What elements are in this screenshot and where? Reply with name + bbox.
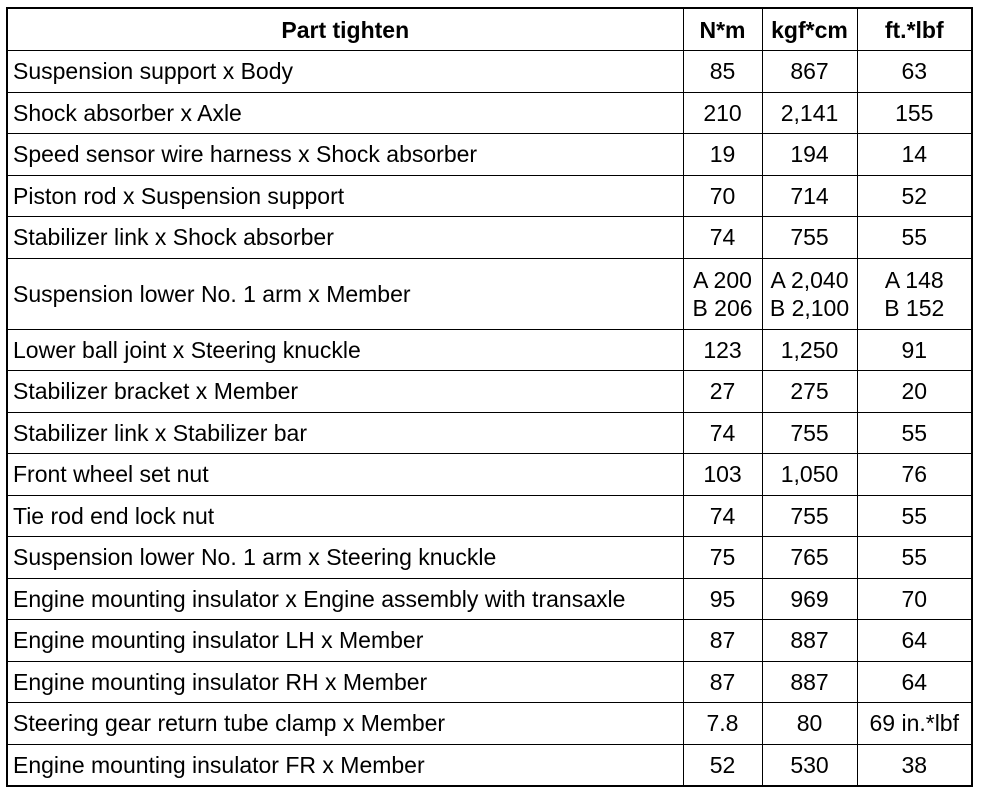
table-row (7, 217, 972, 259)
cell-nm: 52 (683, 744, 762, 786)
cell-kgf: 765 (762, 537, 857, 579)
table-row (7, 495, 972, 537)
cell-nm: 123 (683, 329, 762, 371)
cell-ft: 55 (857, 537, 972, 579)
cell-ft: 70 (857, 578, 972, 620)
cell-ft (857, 258, 972, 329)
cell-part: Piston rod x Suspension support (7, 175, 683, 217)
cell-part: Stabilizer link x Shock absorber (7, 217, 683, 259)
cell-kgf: 275 (762, 371, 857, 413)
cell-part: Engine mounting insulator x Engine assembly with transaxle (7, 578, 683, 620)
cell-ft: 20 (857, 371, 972, 413)
cell-nm: 103 (683, 454, 762, 496)
cell-kgf: 1,250 (762, 329, 857, 371)
cell-nm: 74 (683, 412, 762, 454)
cell-part: Steering gear return tube clamp x Member (7, 703, 683, 745)
cell-ft: 91 (857, 329, 972, 371)
cell-kgf-line: A 2,040 (770, 266, 849, 293)
table-row (7, 51, 972, 93)
cell-kgf (762, 258, 857, 329)
cell-nm: 87 (683, 620, 762, 662)
cell-nm: 70 (683, 175, 762, 217)
table-row (7, 620, 972, 662)
cell-kgf-line: B 2,100 (769, 294, 850, 321)
cell-kgf: 2,141 (762, 92, 857, 134)
cell-kgf: 867 (762, 51, 857, 93)
table-row (7, 371, 972, 413)
cell-ft: 14 (857, 134, 972, 176)
cell-part: Stabilizer bracket x Member (7, 371, 683, 413)
cell-part: Engine mounting insulator RH x Member (7, 661, 683, 703)
cell-part: Front wheel set nut (7, 454, 683, 496)
cell-ft: 55 (857, 495, 972, 537)
cell-ft: 64 (857, 661, 972, 703)
cell-part: Suspension lower No. 1 arm x Member (7, 258, 683, 329)
cell-kgf: 887 (762, 620, 857, 662)
cell-ft: 64 (857, 620, 972, 662)
cell-ft: 55 (857, 412, 972, 454)
cell-ft: 38 (857, 744, 972, 786)
cell-kgf: 755 (762, 495, 857, 537)
cell-ft: 63 (857, 51, 972, 93)
table-row (7, 92, 972, 134)
cell-nm: 95 (683, 578, 762, 620)
cell-part: Shock absorber x Axle (7, 92, 683, 134)
cell-part: Engine mounting insulator FR x Member (7, 744, 683, 786)
cell-kgf: 714 (762, 175, 857, 217)
cell-nm: 74 (683, 217, 762, 259)
cell-nm (683, 258, 762, 329)
table-row (7, 454, 972, 496)
cell-ft: 55 (857, 217, 972, 259)
cell-nm: 19 (683, 134, 762, 176)
cell-nm: 75 (683, 537, 762, 579)
table-row (7, 329, 972, 371)
torque-spec-table (6, 7, 973, 787)
cell-nm: 87 (683, 661, 762, 703)
cell-nm: 74 (683, 495, 762, 537)
cell-kgf: 194 (762, 134, 857, 176)
cell-ft: 155 (857, 92, 972, 134)
cell-nm-line: A 200 (693, 266, 752, 293)
cell-nm: 27 (683, 371, 762, 413)
cell-part: Tie rod end lock nut (7, 495, 683, 537)
table-row (7, 412, 972, 454)
cell-kgf: 755 (762, 412, 857, 454)
table-row (7, 175, 972, 217)
header-nm: N*m (683, 8, 762, 51)
cell-ft-line: A 148 (884, 266, 944, 293)
cell-kgf: 1,050 (762, 454, 857, 496)
header-ft-lbf: ft.*lbf (857, 8, 972, 51)
cell-nm: 210 (683, 92, 762, 134)
table-row (7, 258, 972, 329)
cell-kgf: 80 (762, 703, 857, 745)
cell-nm-line: B 206 (692, 294, 753, 321)
table-row (7, 744, 972, 786)
cell-kgf: 755 (762, 217, 857, 259)
header-kgf-cm: kgf*cm (762, 8, 857, 51)
cell-ft-line: B 152 (884, 294, 945, 321)
table-row (7, 578, 972, 620)
cell-nm: 85 (683, 51, 762, 93)
cell-nm: 7.8 (683, 703, 762, 745)
cell-part: Stabilizer link x Stabilizer bar (7, 412, 683, 454)
table-row (7, 134, 972, 176)
table-row (7, 703, 972, 745)
cell-part: Engine mounting insulator LH x Member (7, 620, 683, 662)
cell-kgf: 530 (762, 744, 857, 786)
cell-ft: 76 (857, 454, 972, 496)
cell-kgf: 887 (762, 661, 857, 703)
cell-ft: 69 in.*lbf (857, 703, 972, 745)
cell-part: Speed sensor wire harness x Shock absorber (7, 134, 683, 176)
cell-kgf: 969 (762, 578, 857, 620)
cell-ft: 52 (857, 175, 972, 217)
table-header-row (7, 8, 972, 51)
cell-part: Suspension support x Body (7, 51, 683, 93)
header-part-tighten: Part tighten (7, 8, 683, 51)
cell-part: Lower ball joint x Steering knuckle (7, 329, 683, 371)
table-row (7, 661, 972, 703)
cell-part: Suspension lower No. 1 arm x Steering knuckle (7, 537, 683, 579)
table-row (7, 537, 972, 579)
